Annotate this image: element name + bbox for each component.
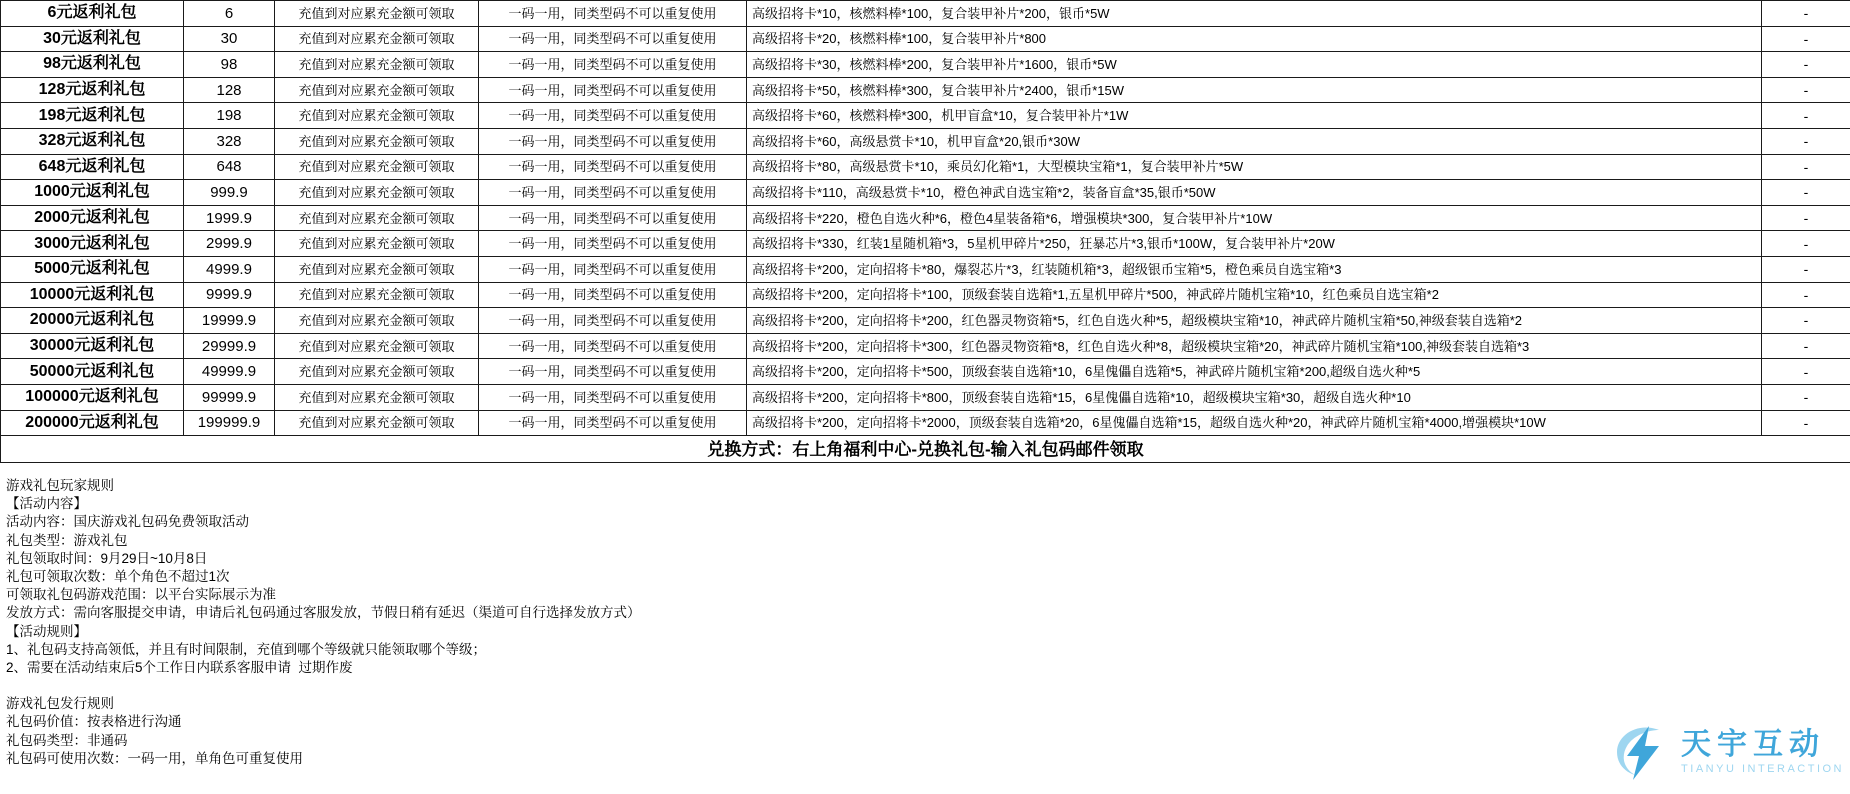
- package-name-cell: 5000元返利礼包: [1, 256, 184, 282]
- note-cell: -: [1762, 26, 1850, 52]
- package-name-cell: 10000元返利礼包: [1, 282, 184, 308]
- claim-condition-cell: 充值到对应累充金额可领取: [275, 308, 479, 334]
- table-row: [1, 77, 1850, 103]
- package-name-cell: 128元返利礼包: [1, 77, 184, 103]
- claim-condition-cell: 充值到对应累充金额可领取: [275, 103, 479, 129]
- package-name-cell: 3000元返利礼包: [1, 231, 184, 257]
- rewards-cell: 高级招将卡*200，定向招将卡*500，顶级套装自选箱*10，6星傀儡自选箱*5，神武碎片随机宝箱*200,超级自选火种*5: [747, 359, 1762, 385]
- tianyu-logo-cn: 天宇互动: [1681, 727, 1826, 761]
- amount-cell: 128: [184, 77, 275, 103]
- claim-condition-cell: 充值到对应累充金额可领取: [275, 333, 479, 359]
- rewards-cell: 高级招将卡*200，定向招将卡*80，爆裂芯片*3，红装随机箱*3，超级银币宝箱*5，橙色乘员自选宝箱*3: [747, 256, 1762, 282]
- claim-condition-cell: 充值到对应累充金额可领取: [275, 128, 479, 154]
- table-row: [1, 205, 1850, 231]
- rule-line: 礼包类型：游戏礼包: [6, 532, 128, 548]
- table-row: [1, 308, 1850, 334]
- note-cell: -: [1762, 308, 1850, 334]
- rewards-cell: 高级招将卡*200，定向招将卡*100，顶级套装自选箱*1,五星机甲碎片*500，神武碎片随机宝箱*10，红色乘员自选宝箱*2: [747, 282, 1762, 308]
- rewards-cell: 高级招将卡*80，高级悬赏卡*10，乘员幻化箱*1，大型模块宝箱*1，复合装甲补片*5W: [747, 154, 1762, 180]
- table-row: [1, 154, 1850, 180]
- package-name-cell: 100000元返利礼包: [1, 384, 184, 410]
- code-usage-cell: 一码一用，同类型码不可以重复使用: [479, 77, 747, 103]
- table-row: [1, 180, 1850, 206]
- rewards-cell: 高级招将卡*200，定向招将卡*200，红色器灵物资箱*5，红色自选火种*5，超级模块宝箱*10，神武碎片随机宝箱*50,神级套装自选箱*2: [747, 308, 1762, 334]
- note-cell: -: [1762, 359, 1850, 385]
- amount-cell: 98: [184, 52, 275, 78]
- claim-condition-cell: 充值到对应累充金额可领取: [275, 77, 479, 103]
- code-usage-cell: 一码一用，同类型码不可以重复使用: [479, 359, 747, 385]
- rewards-cell: 高级招将卡*200，定向招将卡*300，红色器灵物资箱*8，红色自选火种*8，超级模块宝箱*20，神武碎片随机宝箱*100,神级套装自选箱*3: [747, 333, 1762, 359]
- note-cell: -: [1762, 256, 1850, 282]
- claim-condition-cell: 充值到对应累充金额可领取: [275, 154, 479, 180]
- note-cell: -: [1762, 333, 1850, 359]
- rule-line: 礼包码可使用次数：一码一用，单角色可重复使用: [6, 750, 303, 766]
- tianyu-logo-icon: [1609, 720, 1673, 784]
- amount-cell: 9999.9: [184, 282, 275, 308]
- rule-line: 【活动规则】: [6, 623, 87, 639]
- package-name-cell: 200000元返利礼包: [1, 410, 184, 436]
- note-cell: -: [1762, 205, 1850, 231]
- rewards-cell: 高级招将卡*200，定向招将卡*800，顶级套装自选箱*15，6星傀儡自选箱*10，超级模块宝箱*30，超级自选火种*10: [747, 384, 1762, 410]
- code-usage-cell: 一码一用，同类型码不可以重复使用: [479, 154, 747, 180]
- code-usage-cell: 一码一用，同类型码不可以重复使用: [479, 308, 747, 334]
- amount-cell: 648: [184, 154, 275, 180]
- claim-condition-cell: 充值到对应累充金额可领取: [275, 26, 479, 52]
- table-row: [1, 26, 1850, 52]
- table-row: [1, 384, 1850, 410]
- amount-cell: 4999.9: [184, 256, 275, 282]
- amount-cell: 49999.9: [184, 359, 275, 385]
- package-name-cell: 30000元返利礼包: [1, 333, 184, 359]
- code-usage-cell: 一码一用，同类型码不可以重复使用: [479, 231, 747, 257]
- tianyu-logo-en: TIANYU INTERACTION: [1681, 762, 1844, 775]
- claim-condition-cell: 充值到对应累充金额可领取: [275, 282, 479, 308]
- table-row: [1, 103, 1850, 129]
- claim-condition-cell: 充值到对应累充金额可领取: [275, 205, 479, 231]
- rewards-cell: 高级招将卡*20，核燃料棒*100，复合装甲补片*800: [747, 26, 1762, 52]
- note-cell: -: [1762, 180, 1850, 206]
- amount-cell: 29999.9: [184, 333, 275, 359]
- code-usage-cell: 一码一用，同类型码不可以重复使用: [479, 103, 747, 129]
- claim-condition-cell: 充值到对应累充金额可领取: [275, 1, 479, 27]
- rule-line: 活动内容：国庆游戏礼包码免费领取活动: [6, 514, 249, 530]
- note-cell: -: [1762, 103, 1850, 129]
- claim-condition-cell: 充值到对应累充金额可领取: [275, 410, 479, 436]
- amount-cell: 30: [184, 26, 275, 52]
- package-name-cell: 1000元返利礼包: [1, 180, 184, 206]
- claim-condition-cell: 充值到对应累充金额可领取: [275, 52, 479, 78]
- note-cell: -: [1762, 128, 1850, 154]
- package-name-cell: 648元返利礼包: [1, 154, 184, 180]
- code-usage-cell: 一码一用，同类型码不可以重复使用: [479, 52, 747, 78]
- package-name-cell: 98元返利礼包: [1, 52, 184, 78]
- amount-cell: 199999.9: [184, 410, 275, 436]
- amount-cell: 6: [184, 1, 275, 27]
- note-cell: -: [1762, 282, 1850, 308]
- amount-cell: 2999.9: [184, 231, 275, 257]
- table-row: [1, 282, 1850, 308]
- code-usage-cell: 一码一用，同类型码不可以重复使用: [479, 410, 747, 436]
- rewards-cell: 高级招将卡*50，核燃料棒*300，复合装甲补片*2400，银币*15W: [747, 77, 1762, 103]
- table-row: [1, 1, 1850, 27]
- rule-line: 【活动内容】: [6, 496, 87, 512]
- rule-line: 1、礼包码支持高领低，并且有时间限制，充值到哪个等级就只能领取哪个等级；: [6, 641, 487, 657]
- rewards-cell: 高级招将卡*330，红装1星随机箱*3，5星机甲碎片*250，狂暴芯片*3,银币*100W，复合装甲补片*20W: [747, 231, 1762, 257]
- tianyu-logo: [1609, 720, 1844, 784]
- rule-line: 游戏礼包玩家规则: [6, 478, 114, 493]
- table-row: [1, 359, 1850, 385]
- code-usage-cell: 一码一用，同类型码不可以重复使用: [479, 128, 747, 154]
- package-name-cell: 6元返利礼包: [1, 1, 184, 27]
- rewards-cell: 高级招将卡*10，核燃料棒*100，复合装甲补片*200，银币*5W: [747, 1, 1762, 27]
- code-usage-cell: 一码一用，同类型码不可以重复使用: [479, 26, 747, 52]
- amount-cell: 1999.9: [184, 205, 275, 231]
- note-cell: -: [1762, 231, 1850, 257]
- code-usage-cell: 一码一用，同类型码不可以重复使用: [479, 384, 747, 410]
- rule-line: 礼包码价值：按表格进行沟通: [6, 714, 182, 730]
- table-row: [1, 256, 1850, 282]
- table-row: [1, 333, 1850, 359]
- amount-cell: 19999.9: [184, 308, 275, 334]
- rule-line: 发放方式：需向客服提交申请，申请后礼包码通过客服发放，节假日稍有延迟（渠道可自行选择发放方式）: [6, 605, 641, 621]
- note-cell: -: [1762, 384, 1850, 410]
- tianyu-logo-text: [1681, 728, 1844, 776]
- package-name-cell: 30元返利礼包: [1, 26, 184, 52]
- table-row: [1, 52, 1850, 78]
- table-row: [1, 231, 1850, 257]
- rule-line: 可领取礼包码游戏范围：以平台实际展示为准: [6, 587, 276, 603]
- package-name-cell: 328元返利礼包: [1, 128, 184, 154]
- amount-cell: 999.9: [184, 180, 275, 206]
- rule-line: 礼包码类型：非通码: [6, 732, 128, 748]
- note-cell: -: [1762, 77, 1850, 103]
- claim-condition-cell: 充值到对应累充金额可领取: [275, 384, 479, 410]
- note-cell: -: [1762, 154, 1850, 180]
- rule-line: [6, 677, 641, 695]
- amount-cell: 99999.9: [184, 384, 275, 410]
- note-cell: -: [1762, 1, 1850, 27]
- rule-line: 礼包可领取次数：单个角色不超过1次: [6, 568, 230, 584]
- code-usage-cell: 一码一用，同类型码不可以重复使用: [479, 1, 747, 27]
- rewards-cell: 高级招将卡*200，定向招将卡*2000，顶级套装自选箱*20，6星傀儡自选箱*15，超级自选火种*20，神武碎片随机宝箱*4000,增强模块*10W: [747, 410, 1762, 436]
- note-cell: -: [1762, 410, 1850, 436]
- table-row: [1, 128, 1850, 154]
- package-name-cell: 2000元返利礼包: [1, 205, 184, 231]
- code-usage-cell: 一码一用，同类型码不可以重复使用: [479, 180, 747, 206]
- package-name-cell: 20000元返利礼包: [1, 308, 184, 334]
- exchange-method-row: [1, 436, 1850, 463]
- rewards-cell: 高级招将卡*60，核燃料棒*300，机甲盲盒*10，复合装甲补片*1W: [747, 103, 1762, 129]
- rewards-cell: 高级招将卡*110，高级悬赏卡*10，橙色神武自选宝箱*2，装备盲盒*35,银币*50W: [747, 180, 1762, 206]
- amount-cell: 328: [184, 128, 275, 154]
- package-name-cell: 50000元返利礼包: [1, 359, 184, 385]
- note-cell: -: [1762, 52, 1850, 78]
- code-usage-cell: 一码一用，同类型码不可以重复使用: [479, 333, 747, 359]
- code-usage-cell: 一码一用，同类型码不可以重复使用: [479, 256, 747, 282]
- package-name-cell: 198元返利礼包: [1, 103, 184, 129]
- code-usage-cell: 一码一用，同类型码不可以重复使用: [479, 205, 747, 231]
- claim-condition-cell: 充值到对应累充金额可领取: [275, 359, 479, 385]
- claim-condition-cell: 充值到对应累充金额可领取: [275, 231, 479, 257]
- gift-code-rules-text: [6, 477, 641, 768]
- exchange-method-text: 兑换方式：右上角福利中心-兑换礼包-输入礼包码邮件领取: [1, 436, 1850, 463]
- rule-line: 游戏礼包发行规则: [6, 696, 114, 712]
- rewards-cell: 高级招将卡*220，橙色自选火种*6，橙色4星装备箱*6，增强模块*300，复合装甲补片*10W: [747, 205, 1762, 231]
- amount-cell: 198: [184, 103, 275, 129]
- rewards-cell: 高级招将卡*60，高级悬赏卡*10，机甲盲盒*20,银币*30W: [747, 128, 1762, 154]
- code-usage-cell: 一码一用，同类型码不可以重复使用: [479, 282, 747, 308]
- claim-condition-cell: 充值到对应累充金额可领取: [275, 180, 479, 206]
- rule-line: 2、需要在活动结束后5个工作日内联系客服申请 过期作废: [6, 659, 353, 675]
- table-row: [1, 410, 1850, 436]
- rewards-cell: 高级招将卡*30，核燃料棒*200，复合装甲补片*1600，银币*5W: [747, 52, 1762, 78]
- rule-line: 礼包领取时间：9月29日~10月8日: [6, 550, 208, 566]
- claim-condition-cell: 充值到对应累充金额可领取: [275, 256, 479, 282]
